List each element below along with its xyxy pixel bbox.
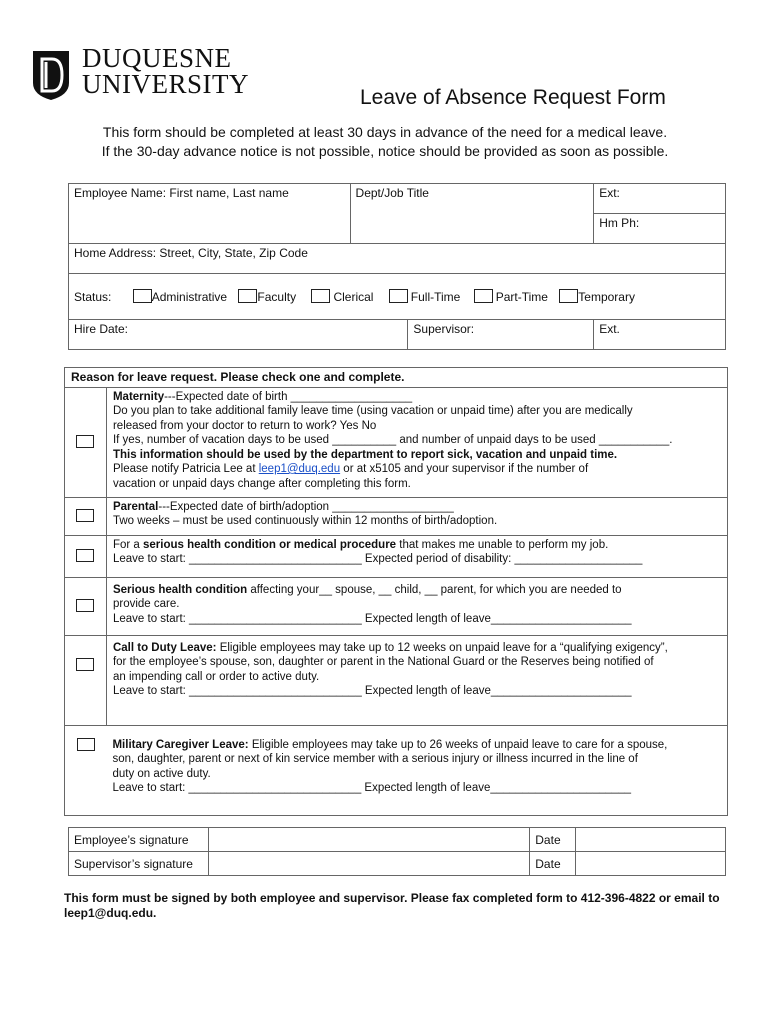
university-logo-text xyxy=(82,45,249,97)
reason-header: Reason for leave request. Please check one and complete. xyxy=(65,368,728,388)
home-address-label: Home Address: Street, City, State, Zip Code xyxy=(74,246,308,260)
caregiver-line-1: Eligible employees may take up to 26 weeks of unpaid leave to care for a spouse, xyxy=(248,738,668,751)
hire-date-field[interactable] xyxy=(69,320,408,350)
supervisor-signature-field[interactable] xyxy=(208,852,529,876)
serious-self-checkbox-cell xyxy=(65,535,107,577)
intro-line-2: If the 30-day advance notice is not possible, notice should be provided as soon as possible. xyxy=(101,143,669,159)
home-address-field[interactable] xyxy=(69,244,726,274)
ext-field[interactable] xyxy=(594,184,726,214)
checkbox-temporary[interactable] xyxy=(559,289,578,303)
serious-self-pre: For a xyxy=(112,538,144,551)
maternity-line-7: vacation or unpaid days change after completing this form. xyxy=(112,477,411,490)
checkbox-parental[interactable] xyxy=(76,509,94,522)
serious-family-checkbox-cell xyxy=(65,577,107,635)
home-phone-field[interactable] xyxy=(594,214,726,244)
status-temporary-label: Temporary xyxy=(578,290,635,304)
serious-self-title: serious health condition or medical procedure xyxy=(143,538,397,551)
dept-job-label: Dept/Job Title xyxy=(355,186,429,200)
checkbox-serious-family[interactable] xyxy=(76,599,94,612)
maternity-section xyxy=(106,387,727,497)
maternity-checkbox-cell xyxy=(65,387,107,497)
checkbox-clerical[interactable] xyxy=(311,289,330,303)
reason-table xyxy=(64,367,728,816)
employee-name-field[interactable] xyxy=(69,184,351,244)
supervisor-signature-label: Supervisor’s signature xyxy=(69,852,209,876)
supervisor-date-label: Date xyxy=(530,852,576,876)
parental-line-1: ---Expected date of birth/adoption ___________________ xyxy=(158,500,454,513)
status-row xyxy=(69,274,726,320)
call-to-duty-line-2: for the employee’s spouse, son, daughter or parent in the National Guard or the Reserves being notified of xyxy=(112,656,654,668)
employee-signature-field[interactable] xyxy=(208,828,529,852)
dept-job-field[interactable] xyxy=(350,184,594,244)
employee-date-field[interactable] xyxy=(576,828,726,852)
status-clerical-label: Clerical xyxy=(333,290,374,304)
call-to-duty-checkbox-cell xyxy=(65,635,107,725)
checkbox-serious-self[interactable] xyxy=(76,549,94,562)
serious-family-line-1: affecting your__ spouse, __ child, __ parent, for which you are needed to xyxy=(247,583,622,596)
call-to-duty-section xyxy=(106,635,727,725)
logo-line-2: UNIVERSITY xyxy=(82,69,249,99)
footer-instructions: This form must be signed by both employee and supervisor. Please fax completed form to 412-396-4822 or email to leep1@duq.edu. xyxy=(64,891,720,920)
maternity-line-3: released from your doctor to return to work? Yes No xyxy=(112,419,377,432)
status-administrative-label: Administrative xyxy=(151,290,228,304)
status-part-time-label: Part-Time xyxy=(495,290,548,304)
employee-name-label: Employee Name: First name, Last name xyxy=(74,186,289,200)
caregiver-title: Military Caregiver Leave: xyxy=(112,738,249,751)
parental-title: Parental xyxy=(112,500,159,513)
logo-line-1: DUQUESNE xyxy=(82,43,232,73)
employee-info-table xyxy=(68,183,726,350)
supervisor-field[interactable] xyxy=(408,320,594,350)
status-faculty-label: Faculty xyxy=(257,290,297,304)
ext2-label: Ext. xyxy=(599,322,620,336)
caregiver-section xyxy=(106,725,727,815)
parental-line-2: Two weeks – must be used continuously within 12 months of birth/adoption. xyxy=(112,515,498,527)
parental-section xyxy=(106,497,727,535)
maternity-line-2: Do you plan to take additional family leave time (using vacation or unpaid time) after you are medically xyxy=(112,405,633,417)
status-label: Status: xyxy=(74,290,112,304)
employee-date-label: Date xyxy=(530,828,576,852)
home-phone-label: Hm Ph: xyxy=(599,216,640,230)
university-shield-logo xyxy=(31,49,71,101)
maternity-line-6b: or at x5105 and your supervisor if the number of xyxy=(340,463,589,475)
hire-date-label: Hire Date: xyxy=(74,322,129,336)
caregiver-line-3: duty on active duty. xyxy=(112,767,211,780)
serious-family-title: Serious health condition xyxy=(112,583,248,596)
signature-table xyxy=(68,827,726,876)
call-to-duty-line-1: Eligible employees may take up to 12 weeks on unpaid leave for a “qualifying exigency”, xyxy=(216,641,668,654)
ext-label: Ext: xyxy=(599,186,620,200)
maternity-line-5: This information should be used by the department to report sick, vacation and unpaid time. xyxy=(112,448,618,461)
email-link[interactable]: leep1@duq.edu xyxy=(258,463,341,475)
checkbox-call-to-duty[interactable] xyxy=(76,658,94,671)
maternity-line-1: ---Expected date of birth ___________________ xyxy=(164,390,413,403)
form-title: Leave of Absence Request Form xyxy=(360,86,666,109)
checkbox-faculty[interactable] xyxy=(238,289,257,303)
maternity-line-4: If yes, number of vacation days to be used __________ and number of unpaid days to be used ___________. xyxy=(112,434,673,446)
maternity-line-6a: Please notify Patricia Lee at xyxy=(112,463,259,475)
serious-self-section xyxy=(106,535,727,577)
parental-checkbox-cell xyxy=(65,497,107,535)
serious-family-line-2: provide care. xyxy=(112,598,180,610)
checkbox-full-time[interactable] xyxy=(389,289,408,303)
serious-family-section xyxy=(106,577,727,635)
caregiver-checkbox-cell xyxy=(65,725,107,815)
checkbox-administrative[interactable] xyxy=(133,289,152,303)
caregiver-line-4: Leave to start: ___________________________ Expected length of leave______________________ xyxy=(112,782,632,794)
call-to-duty-line-3: an impending call or order to active duty. xyxy=(112,670,320,683)
caregiver-line-2: son, daughter, parent or next of kin service member with a serious injury or illness incurred in the line of xyxy=(112,753,638,765)
checkbox-part-time[interactable] xyxy=(474,289,493,303)
serious-family-line-3: Leave to start: ___________________________ Expected length of leave______________________ xyxy=(112,612,632,625)
intro-line-1: This form should be completed at least 30 days in advance of the need for a medical leave. xyxy=(102,124,668,140)
ext2-field[interactable] xyxy=(594,320,726,350)
call-to-duty-title: Call to Duty Leave: xyxy=(112,641,217,654)
maternity-title: Maternity xyxy=(112,390,165,403)
supervisor-label: Supervisor: xyxy=(413,322,475,336)
status-full-time-label: Full-Time xyxy=(410,290,461,304)
employee-signature-label: Employee’s signature xyxy=(69,828,209,852)
checkbox-maternity[interactable] xyxy=(76,435,94,448)
supervisor-date-field[interactable] xyxy=(576,852,726,876)
call-to-duty-line-4: Leave to start: ___________________________ Expected length of leave______________________ xyxy=(112,685,632,697)
checkbox-caregiver[interactable] xyxy=(77,738,95,751)
serious-self-post: that makes me unable to perform my job. xyxy=(396,538,609,551)
serious-self-line-2: Leave to start: ___________________________ Expected period of disability: ____________________ xyxy=(112,553,643,565)
